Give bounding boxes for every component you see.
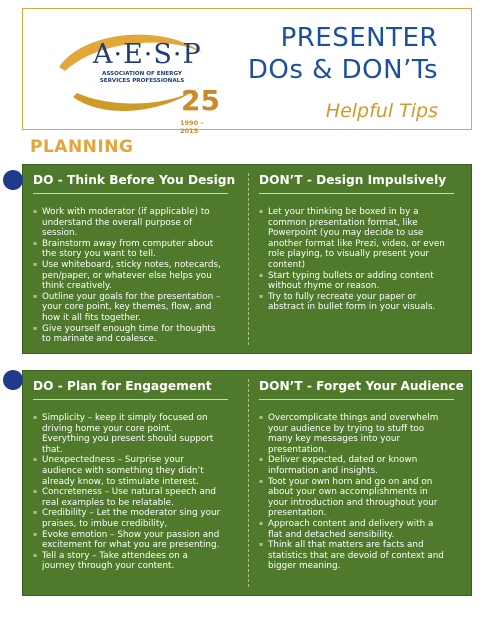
section-marker-icon — [3, 170, 23, 190]
aesp-logo — [53, 23, 220, 135]
dont-heading — [259, 173, 446, 187]
list-item: ▪ Try to fully recreate your paper or abstract in bullet form in your visuals. — [259, 292, 447, 313]
page-subtitle: Helpful Tips — [325, 100, 438, 122]
tips-panel-engagement — [22, 370, 472, 596]
list-item: ▪ Approach content and delivery with a flat and detached sensibility. — [259, 519, 447, 540]
column-divider — [248, 379, 249, 587]
do-heading-text: DO - Think Before You Design — [33, 173, 236, 187]
list-item: ▪ Tell a story – Take attendees on a journey through your content. — [33, 551, 221, 572]
do-heading-text: DO - Plan for Engagement — [33, 379, 212, 393]
dont-heading — [259, 379, 464, 393]
list-item: ▪ Let your thinking be boxed in by a common presentation format, like Powerpoint (you may decide to use another format like Prezi, video, or even role playing, to visually present your content) — [259, 207, 447, 271]
list-item: ▪ Unexpectedness – Surprise your audience with something they didn’t already know, to stimulate interest. — [33, 455, 221, 487]
section-marker-icon — [3, 370, 23, 390]
list-item: ▪ Start typing bullets or adding content without rhyme or reason. — [259, 271, 447, 292]
list-item: ▪ Think all that matters are facts and statistics that are devoid of context and bigger meaning. — [259, 540, 447, 572]
list-item: ▪ Use whiteboard, sticky notes, notecards, pen/paper, or whatever else helps you think creatively. — [33, 260, 221, 292]
logo-line2: SERVICES PROFESSIONALS — [99, 77, 185, 84]
logo-anniversary: 25 — [181, 84, 220, 117]
dont-list — [259, 413, 447, 572]
heading-rule — [33, 399, 228, 400]
list-item: ▪ Credibility – Let the moderator sing your praises, to imbue credibility, — [33, 508, 221, 529]
logo-line1: ASSOCIATION OF ENERGY — [102, 71, 182, 77]
list-item: ▪ Give yourself enough time for thoughts to marinate and coalesce. — [33, 324, 221, 345]
list-item: ▪ Brainstorm away from computer about the story you want to tell. — [33, 239, 221, 260]
list-item: ▪ Deliver expected, dated or known information and insights. — [259, 455, 447, 476]
list-item: ▪ Simplicity – keep it simply focused on driving home your core point. Everything you present should support that. — [33, 413, 221, 455]
list-item: ▪ Evoke emotion – Show your passion and excitement for what you are presenting. — [33, 530, 221, 551]
tips-panel-design — [22, 164, 472, 354]
do-list — [33, 413, 221, 572]
section-heading: PLANNING — [30, 137, 134, 157]
page-title-line2: DOs & DON’Ts — [247, 55, 438, 85]
logo-name: A·E·S·P — [93, 39, 202, 70]
list-item: ▪ Work with moderator (if applicable) to understand the overall purpose of session. — [33, 207, 221, 239]
dont-list — [259, 207, 447, 313]
list-item: ▪ Toot your own horn and go on and on about your own accomplishments in your introduction and throughout your presentation. — [259, 477, 447, 519]
column-divider — [248, 173, 249, 345]
logo-years: 1990 – 2015 — [180, 119, 204, 135]
dont-heading-text: DON’T - Design Impulsively — [259, 173, 447, 187]
list-item: ▪ Outline your goals for the presentation – your core point, key themes, flow, and how it all fits together. — [33, 292, 221, 324]
page-title-line1: PRESENTER — [280, 23, 438, 53]
list-item: ▪ Overcomplicate things and overwhelm your audience by trying to stuff too many key messages into your presentation. — [259, 413, 447, 455]
do-list — [33, 207, 221, 345]
do-heading — [33, 379, 212, 393]
list-item: ▪ Concreteness – Use natural speech and real examples to be relatable. — [33, 487, 221, 508]
do-heading — [33, 173, 235, 187]
heading-rule — [259, 193, 454, 194]
header-box — [22, 8, 472, 135]
heading-rule — [33, 193, 228, 194]
logo-subtitle — [87, 71, 197, 85]
heading-rule — [259, 399, 454, 400]
dont-heading-text: DON’T - Forget Your Audience — [259, 379, 464, 393]
